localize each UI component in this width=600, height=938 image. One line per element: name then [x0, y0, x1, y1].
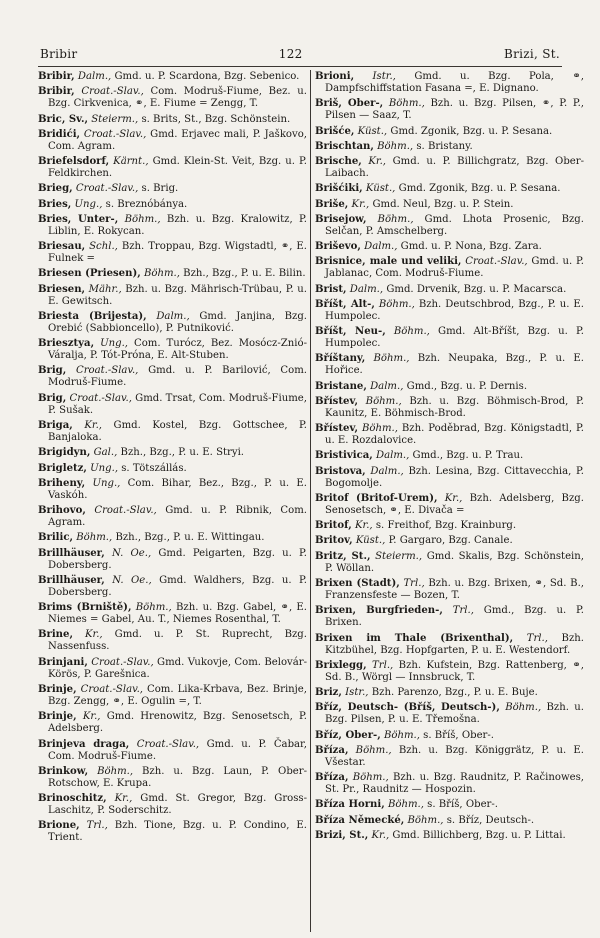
entry-headword: Briefelsdorf, [38, 156, 110, 168]
entry-headword: Britof (Britof-Urem), [315, 492, 438, 504]
gazetteer-entry [38, 365, 307, 389]
entry-region: Böhm., [378, 298, 415, 310]
entry-headword: Brieszt​ya, [38, 338, 95, 350]
entry-region: Dalm., [156, 310, 190, 322]
entry-region: Kr., [82, 711, 101, 723]
entry-headword: Brinkow, [38, 765, 89, 777]
entry-region: Ung., [90, 462, 119, 474]
gazetteer-entry [38, 478, 307, 502]
entry-region: Böhm., [388, 98, 425, 110]
entry-headword: Briševo, [315, 241, 361, 253]
entry-details: s. Freithof, Bzg. Krainburg. [375, 520, 517, 532]
entry-details: Gmd. u. P. Ribnik, Com. Agram. [48, 505, 307, 529]
gazetteer-entry [38, 71, 307, 83]
entry-region: Trl., [452, 605, 474, 617]
entry-region: Croat.-Slav., [94, 505, 157, 517]
entry-region: Böhm., [361, 423, 398, 435]
entry-region: Croat.-Slav., [81, 86, 144, 98]
entry-details: Gmd. Zgonik, Bzg. u. P. Sesana. [390, 125, 553, 137]
entry-headword: Bříštany, [315, 353, 366, 365]
entry-region: Kr., [444, 492, 463, 504]
entry-region: Kärnt., [113, 156, 149, 168]
gazetteer-entry [315, 299, 584, 323]
entry-details: Bzh. Adelsberg, Bzg. Senosetsch, ⚭, E. Divača = [325, 492, 584, 517]
gazetteer-entry [315, 326, 584, 350]
gazetteer-entry [38, 684, 307, 708]
entry-headword: Bříza Německé, [315, 814, 405, 826]
entry-details: Gmd. Lhota Prosenic, Bzg. Selčan, P. Amschelberg. [325, 213, 584, 237]
entry-headword: Brinje, [38, 711, 77, 723]
entry-region: Kr., [84, 419, 103, 431]
gazetteer-entry [38, 129, 307, 153]
gazetteer-entry [315, 396, 584, 420]
entry-details: Gmd. St. Gregor, Bzg. Gross-Laschitz, P. Soderschitz. [48, 793, 307, 817]
gazetteer-entry [315, 687, 584, 699]
entry-region: Böhm., [124, 213, 161, 225]
gazetteer-entry [38, 739, 307, 763]
entry-details: s. Brig. [141, 183, 179, 195]
entry-region: Dalm., [375, 450, 410, 462]
entry-headword: Bries, [38, 198, 72, 210]
entry-headword: Brizi, St., [315, 829, 369, 841]
entry-region: Dalm., [364, 241, 398, 253]
entry-region: Istr., [345, 687, 369, 699]
entry-details: Gmd. Waldhers, Bzg. u. P. Dobersberg. [48, 574, 307, 598]
entry-details: s. Bříš, Ober-. [427, 799, 498, 811]
entry-details: Gmd. u. P. Scardona, Bzg. Sebenico. [114, 71, 300, 82]
entry-region: Steierm., [91, 113, 139, 125]
entry-region: Böhm., [97, 765, 134, 777]
entry-details: Gmd., Bzg. u. P. Trau. [412, 450, 524, 462]
entry-details: Gmd. Billichberg, Bzg. u. P. Littai. [392, 829, 566, 841]
entry-details: s. Brits, St., Bzg. Schönstein. [141, 113, 291, 125]
gazetteer-entry [38, 393, 307, 417]
entry-details: Gmd. Hrenowitz, Bzg. Senosetsch, P. Adelsberg. [48, 711, 307, 735]
header-left-keyword: Bribir [40, 47, 78, 61]
entry-details: Com. Lika-Krbava, Bez. Brinje, Bzg. Zengg, ⚭, E. Ogulin =, T. [48, 683, 307, 707]
gazetteer-entry [38, 214, 307, 238]
entry-region: Böhm., [355, 744, 392, 756]
entry-headword: Brinjeva draga, [38, 738, 130, 750]
entry-details: Gmd. u. P. Barilović, Com. Modruš-Fiume. [48, 365, 307, 389]
gazetteer-entry [315, 241, 584, 253]
entry-details: Bzh. u. Bzg. Brixen, ⚭, Sd. B., Franzensfeste — Bozen, T. [325, 578, 584, 602]
gazetteer-entry [38, 548, 307, 572]
entry-region: Croat.-Slav., [75, 183, 139, 195]
entry-region: Mähr., [88, 283, 122, 295]
gazetteer-entry [315, 730, 584, 742]
gazetteer-entry [315, 702, 584, 726]
entry-region: Gal., [93, 447, 118, 459]
gazetteer-entry [315, 815, 584, 827]
entry-headword: Brixen im Thale (Brixenthal), [315, 632, 514, 644]
entry-headword: Bříšt, Alt-, [315, 298, 375, 310]
entry-details: Gmd. Trsat, Com. Modruš-Fiume, P. Sušak. [48, 392, 307, 416]
entry-region: Ung., [100, 338, 128, 350]
gazetteer-entry [315, 141, 584, 153]
page-header [40, 44, 560, 64]
entry-details: Bzh., Bzg., P. u. E. Bilin. [183, 268, 306, 280]
entry-headword: Brione, [38, 820, 80, 832]
entry-details: Bzh. Poděbrad, Bzg. Königstadtl, P. u. E. Rozdalovice. [325, 423, 584, 447]
entry-region: Schl., [89, 241, 118, 253]
entry-headword: Britz, St., [315, 550, 371, 562]
entry-region: Croat.-Slav., [69, 392, 132, 404]
entry-region: Küst., [355, 535, 386, 547]
gazetteer-entry [315, 605, 584, 629]
entry-details: Gmd. u. P. Billichgratz, Bzg. Ober-Laibach. [325, 156, 584, 180]
entry-details: s. Bříš, Ober-. [423, 729, 494, 741]
entry-details: Bzh. Troppau, Bzg. Wigstadtl, ⚭, E. Fulnek = [48, 241, 307, 265]
entry-headword: Brinjani, [38, 656, 88, 668]
gazetteer-entry [315, 156, 584, 180]
entry-region: Böhm., [383, 729, 420, 741]
entry-details: Gmd. Skalis, Bzg. Schönstein, P. Wöllan. [325, 550, 584, 574]
gazetteer-entry [38, 711, 307, 735]
gazetteer-entry [315, 745, 584, 769]
entry-region: Böhm., [76, 532, 113, 544]
entry-headword: Brist, [315, 283, 347, 295]
entry-details: Com. Modruš-Fiume, Bez. u. Bzg. Cirkvenica, ⚭, E. Fiume = Zengg, T. [48, 86, 307, 110]
gazetteer-entry [315, 493, 584, 517]
gazetteer-entry [38, 420, 307, 444]
entry-region: Ung., [74, 198, 103, 210]
entry-details: Bzh. Kitzbühel, Bzg. Hopfgarten, P. u. E. Westendorf. [325, 632, 584, 656]
entry-headword: Brischtan, [315, 140, 374, 152]
entry-headword: Břístev, [315, 395, 359, 407]
entry-details: Bzh. u. Bzg. Böhmisch-Brod, P. Kaunitz, E. Böhmisch-Brod. [325, 395, 584, 419]
entry-details: Bzh. Tione, Bzg. u. P. Condino, E. Trient. [48, 820, 307, 844]
entry-headword: Bříza, [315, 772, 349, 784]
entry-details: s. Bříz, Deutsch-. [446, 814, 535, 826]
gazetteer-entry [315, 214, 584, 238]
entry-details: Gmd. u. P. Nona, Bzg. Zara. [400, 241, 542, 253]
gazetteer-entry [38, 86, 307, 110]
page-number: 122 [278, 47, 303, 61]
entry-details: Bzh. u. Bzg. Laun, P. Ober-Rotschow, E. Krupa. [48, 765, 308, 789]
gazetteer-entry [38, 447, 307, 459]
entry-headword: Bříza, [315, 744, 349, 756]
entry-details: Gmd. Alt-Bříšt, Bzg. u. P. Humpolec. [325, 326, 584, 350]
entry-details: Bzh. u. Bzg. Mährisch-Trübau, P. u. E. Gewitsch. [48, 283, 307, 307]
entry-headword: Bridići, [38, 128, 81, 140]
gazetteer-entry [315, 183, 584, 195]
entry-region: Dalm., [370, 380, 404, 392]
entry-headword: Brinje, [38, 683, 77, 695]
entry-region: Küst., [365, 183, 396, 195]
gazetteer-entry [38, 463, 307, 475]
entry-region: Kr., [351, 198, 370, 210]
gazetteer-entry [315, 71, 584, 95]
entry-details: Bzh. u. Bzg. Kralowitz, P. Liblin, E. Rokycan. [48, 213, 307, 237]
entry-headword: Brillhäuser, [38, 547, 105, 559]
entry-details: Gmd., Bzg. u. P. Brixen. [325, 605, 584, 629]
entry-headword: Brieg, [38, 183, 73, 195]
entry-region: Böhm., [135, 602, 172, 614]
entry-details: Bzh. u. Bzg. Gabel, ⚭, E. Niemes = Gabel, Au. T., Niemes Rosenthal, T. [48, 602, 307, 626]
entry-details: Com. Bihar, Bez., Bzg., P. u. E. Vaskóh. [48, 477, 307, 501]
entry-headword: Brioni, [315, 71, 355, 82]
entry-headword: Bristova, [315, 465, 366, 477]
gazetteer-entry [315, 830, 584, 842]
gazetteer-entry [315, 772, 584, 796]
entry-headword: Brisejow, [315, 213, 367, 225]
entry-headword: Bries, Unter-, [38, 213, 119, 225]
entry-region: Dalm., [77, 71, 112, 82]
entry-headword: Bříšt, Neu-, [315, 326, 386, 338]
gazetteer-entry [315, 551, 584, 575]
gazetteer-entry [38, 793, 307, 817]
entry-region: Croat.-Slav., [75, 365, 139, 377]
entry-details: Gmd., Bzg. u. P. Dernis. [406, 380, 528, 392]
entry-headword: Briz, [315, 687, 342, 699]
entry-details: Bzh. Parenzo, Bzg., P. u. E. Buje. [371, 687, 538, 699]
gazetteer-entry [38, 156, 307, 180]
gazetteer-entry [315, 98, 584, 122]
entry-region: Dalm., [349, 283, 384, 295]
entry-headword: Bříz, Ober-, [315, 729, 381, 741]
entry-details: Gmd. Klein-St. Veit, Bzg. u. P. Feldkirchen. [48, 156, 307, 180]
entry-headword: Brims (Brniště), [38, 602, 132, 614]
header-right-keyword: Brizi, St. [503, 47, 560, 61]
entry-region: Böhm., [393, 326, 430, 338]
entry-details: Gmd. Vukovje, Com. Belovár-Körös, P. Garešnica. [48, 656, 307, 680]
entry-headword: Brixlegg, [315, 659, 367, 671]
entry-details: Bzh. Kufstein, Bzg. Rattenberg, ⚭, Sd. B., Wörgl — Innsbruck, T. [325, 659, 584, 683]
entry-headword: Brihovo, [38, 505, 86, 517]
gazetteer-entry [315, 660, 584, 684]
entry-details: s. Breznóbánya. [105, 198, 188, 210]
entry-region: Küst., [357, 125, 388, 137]
gazetteer-entry [38, 241, 307, 265]
entry-headword: Britov, [315, 535, 353, 547]
entry-region: Böhm., [505, 702, 542, 714]
entry-region: Steierm., [375, 550, 423, 562]
entry-details: Com. Turócz, Bez. Mosócz-Znió-Váralja, P. Tót-Próna, E. Alt-Stuben. [48, 338, 307, 362]
entry-region: Ung., [92, 477, 121, 489]
entry-details: Bzh. Neupaka, Bzg., P. u. E. Hořice. [325, 353, 584, 377]
entry-headword: Bristivica, [315, 450, 373, 462]
entry-details: Bzh. u. Bzg. Pilsen, ⚭, P. P., Pilsen — Saaz, T. [325, 98, 584, 122]
gazetteer-entry [38, 268, 307, 280]
gazetteer-entry [315, 423, 584, 447]
entry-headword: Briesen (Priesen), [38, 268, 141, 280]
entry-region: Trl., [86, 820, 108, 832]
entry-headword: Brine, [38, 629, 73, 641]
gazetteer-entry [38, 820, 307, 844]
entry-region: Böhm., [365, 395, 402, 407]
entry-headword: Britof, [315, 520, 352, 532]
entry-headword: Brixen (Stadt), [315, 578, 400, 589]
entry-headword: Briheny, [38, 477, 86, 489]
gazetteer-entry [315, 126, 584, 138]
entry-region: Istr., [372, 71, 396, 82]
entry-details: Gmd. Zgonik, Bzg. u. P. Sesana. [398, 183, 561, 195]
entry-details: Bzh. u. Bzg. Königgrätz, P. u. E. Všestar. [325, 744, 584, 768]
entry-region: N. Oe., [112, 574, 152, 586]
entry-region: Böhm., [377, 213, 414, 225]
entry-headword: Bribir, [38, 86, 75, 98]
entry-headword: Brisnice, male und veliki, [315, 256, 462, 268]
entry-headword: Briše, [315, 198, 349, 210]
column-divider [310, 70, 311, 932]
left-column [38, 71, 307, 848]
entry-details: Gmd. u. P. Jablanac, Com. Modruš-Fiume. [325, 256, 584, 280]
entry-headword: Bric, Sv., [38, 113, 89, 125]
right-column [315, 71, 584, 845]
gazetteer-entry [38, 657, 307, 681]
entry-headword: Brig, [38, 365, 67, 377]
entry-headword: Bribir, [38, 71, 75, 82]
entry-details: Gmd. u. Bzg. Pola, ⚭, Dampfschiffstation Fasana =, E. Dignano. [325, 71, 584, 95]
entry-headword: Brilic, [38, 532, 74, 544]
gazetteer-entry [38, 575, 307, 599]
entry-region: Böhm., [377, 140, 414, 152]
entry-details: s. Tötszállás. [121, 462, 187, 474]
entry-details: Bzh., Bzg., P. u. E. Stryi. [120, 447, 245, 459]
gazetteer-entry [315, 466, 584, 490]
entry-details: P. Gargaro, Bzg. Canale. [388, 535, 513, 547]
entry-details: Gmd. u. P. Čabar, Com. Modruš-Fiume. [48, 738, 307, 762]
entry-headword: Briesta (Brijesta), [38, 310, 147, 322]
entry-region: Kr., [354, 520, 373, 532]
entry-region: Böhm., [387, 799, 424, 811]
gazetteer-entry [315, 799, 584, 811]
entry-headword: Bristane, [315, 380, 367, 392]
gazetteer-entry [38, 114, 307, 126]
entry-headword: Brixen, Burgfrieden-, [315, 605, 443, 617]
entry-headword: Brigidyn, [38, 447, 91, 459]
gazetteer-entry [38, 183, 307, 195]
gazetteer-entry [38, 532, 307, 544]
entry-region: Böhm., [352, 772, 389, 784]
gazetteer-entry [38, 284, 307, 308]
entry-headword: Briesen, [38, 283, 86, 295]
header-rule [38, 66, 562, 67]
entry-region: Croat.-Slav., [91, 656, 154, 668]
entry-region: Kr., [368, 156, 387, 168]
gazetteer-entry [315, 381, 584, 393]
entry-details: Gmd. Drvenik, Bzg. u. P. Macarsca. [386, 283, 567, 295]
gazetteer-entry [315, 256, 584, 280]
gazetteer-entry [315, 199, 584, 211]
entry-headword: Brillhäuser, [38, 574, 105, 586]
entry-region: Croat.-Slav., [83, 128, 147, 140]
entry-region: Kr., [84, 629, 103, 641]
gazetteer-entry [315, 578, 584, 602]
entry-region: Böhm., [143, 268, 180, 280]
gazetteer-entry [38, 766, 307, 790]
entry-headword: Břístev, [315, 423, 359, 435]
gazetteer-entry [38, 602, 307, 626]
gazetteer-entry [38, 199, 307, 211]
entry-headword: Briš, Ober-, [315, 98, 384, 110]
entry-region: N. Oe., [111, 547, 152, 559]
entry-region: Böhm., [373, 353, 410, 365]
entry-details: Gmd. Kostel, Bzg. Gottschee, P. Banjaloka. [48, 419, 308, 444]
entry-details: Bzh., Bzg., P. u. E. Wittingau. [115, 532, 265, 544]
entry-region: Trl., [372, 659, 394, 671]
entry-details: Gmd. Janjina, Bzg. Orebić (Sabbioncello), P. Putniković. [48, 310, 307, 334]
entry-region: Trl., [403, 578, 425, 589]
entry-details: Gmd. Neul, Bzg. u. P. Stein. [372, 198, 514, 210]
entry-details: Bzh. Deutschbrod, Bzg., P. u. E. Humpolec. [325, 298, 584, 322]
gazetteer-entry [315, 450, 584, 462]
entry-headword: Brig, [38, 392, 67, 404]
entry-details: s. Bristany. [416, 140, 473, 152]
entry-details: Bzh. u. Bzg. Pilsen, P. u. E. Třemošna. [325, 702, 584, 726]
gazetteer-entry [315, 353, 584, 377]
entry-region: Kr., [371, 829, 390, 841]
gazetteer-entry [315, 633, 584, 657]
entry-region: Croat.-Slav., [465, 256, 528, 268]
gazetteer-entry [38, 629, 307, 653]
entry-region: Böhm., [407, 814, 444, 826]
gazetteer-entry [315, 535, 584, 547]
entry-details: Gmd. u. P. St. Ruprecht, Bzg. Nassenfuss. [48, 629, 307, 653]
entry-headword: Brigletz, [38, 462, 87, 474]
entry-headword: Brišće, [315, 125, 355, 137]
entry-details: Bzh. u. Bzg. Raudnitz, P. Račinowes, St. Pr., Raudnitz — Hospozin. [325, 772, 584, 796]
entry-region: Dalm., [370, 465, 404, 477]
entry-headword: Briga, [38, 419, 73, 431]
entry-headword: Brišćiki, [315, 183, 363, 195]
gazetteer-entry [38, 338, 307, 362]
gazetteer-entry [315, 284, 584, 296]
entry-details: Gmd. Erjavec mali, P. Jaškovo, Com. Agram. [48, 128, 307, 152]
entry-details: Gmd. Peigarten, Bzg. u. P. Dobersberg. [48, 547, 307, 571]
entry-headword: Briesau, [38, 241, 86, 253]
entry-headword: Brische, [315, 156, 362, 168]
gazetteer-entry [315, 520, 584, 532]
entry-details: Bzh. Lesina, Bzg. Cittavecchia, P. Bogomolje. [325, 465, 585, 489]
entry-region: Croat.-Slav., [136, 738, 200, 750]
entry-headword: Bříz, Deutsch- (Bříš, Deutsch-), [315, 702, 500, 714]
gazetteer-entry [38, 505, 307, 529]
entry-headword: Brinoschitz, [38, 793, 107, 805]
gazetteer-entry [38, 311, 307, 335]
entry-region: Trl., [526, 632, 548, 644]
entry-headword: Bříza Horni, [315, 799, 385, 811]
entry-region: Croat.-Slav., [80, 683, 144, 695]
entry-region: Kr., [114, 793, 133, 805]
